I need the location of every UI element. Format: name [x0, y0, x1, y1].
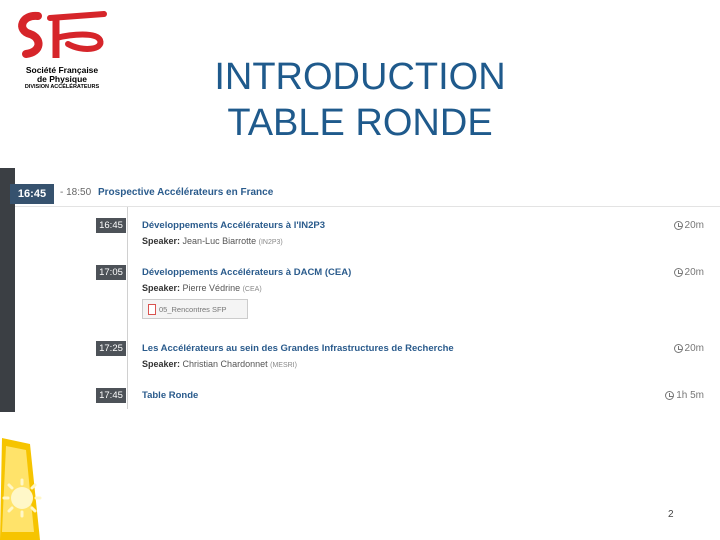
clock-icon — [674, 221, 683, 230]
slide-title — [150, 54, 570, 146]
logo-line-2: de Physique — [36, 73, 88, 84]
speaker-name[interactable]: Jean-Luc Biarrotte — [182, 236, 257, 246]
session-start-badge: 16:45 — [10, 184, 54, 204]
page-number: 2 — [668, 509, 674, 520]
speaker-affiliation: (CEA) — [242, 286, 262, 293]
session-divider — [15, 206, 720, 207]
slide-title-line-2: TABLE RONDE — [227, 102, 493, 144]
talk-duration — [665, 390, 704, 401]
speaker-affiliation: (MESRI) — [270, 362, 297, 369]
pdf-icon — [148, 304, 156, 315]
talk-duration-value: 1h 5m — [676, 390, 704, 401]
session-title[interactable]: Prospective Accélérateurs en France — [98, 187, 274, 198]
slide-title-line-1: INTRODUCTION — [214, 56, 506, 98]
agenda-left-bar — [0, 168, 15, 412]
sfp-logo-graphic — [12, 8, 112, 66]
speaker-label: Speaker: — [142, 359, 181, 369]
talk-duration — [674, 267, 704, 278]
speaker-name[interactable]: Christian Chardonnet — [182, 359, 268, 369]
clock-icon — [674, 268, 683, 277]
talk-time-badge: 17:25 — [96, 341, 126, 356]
sfp-logo — [12, 8, 112, 98]
agenda-screenshot — [0, 168, 720, 430]
speaker-label: Speaker: — [142, 283, 181, 293]
talk-duration-value: 20m — [684, 267, 704, 278]
talk-title-link[interactable]: Les Accélérateurs au sein des Grandes Infrastructures de Recherche — [142, 343, 454, 354]
session-end-time: - 18:50 — [60, 187, 92, 198]
attachment-name: 05_Rencontres SFP — [159, 305, 227, 314]
clock-icon — [674, 344, 683, 353]
talk-title-link[interactable]: Développements Accélérateurs à l'IN2P3 — [142, 220, 326, 231]
logo-line-1: Société Française — [25, 65, 99, 75]
clock-icon — [665, 391, 674, 400]
speaker-name[interactable]: Pierre Védrine — [182, 283, 241, 293]
speaker-affiliation: (IN2P3) — [258, 239, 283, 246]
talk-duration — [674, 220, 704, 231]
talk-time-badge: 16:45 — [96, 218, 126, 233]
logo-line-3: DIVISION ACCÉLÉRATEURS — [24, 83, 100, 90]
attachment-button[interactable] — [142, 299, 248, 319]
speaker-label: Speaker: — [142, 236, 181, 246]
talk-duration-value: 20m — [684, 343, 704, 354]
sun-decoration — [0, 436, 46, 540]
timeline-line — [127, 207, 128, 409]
talk-speaker — [142, 359, 297, 369]
talk-title-link[interactable]: Table Ronde — [142, 390, 199, 401]
talk-title-link[interactable]: Développements Accélérateurs à DACM (CEA) — [142, 267, 352, 278]
talk-duration — [674, 343, 704, 354]
talk-duration-value: 20m — [684, 220, 704, 231]
talk-speaker — [142, 236, 283, 246]
talk-time-badge: 17:45 — [96, 388, 126, 403]
talk-time-badge: 17:05 — [96, 265, 126, 280]
talk-speaker — [142, 283, 262, 293]
